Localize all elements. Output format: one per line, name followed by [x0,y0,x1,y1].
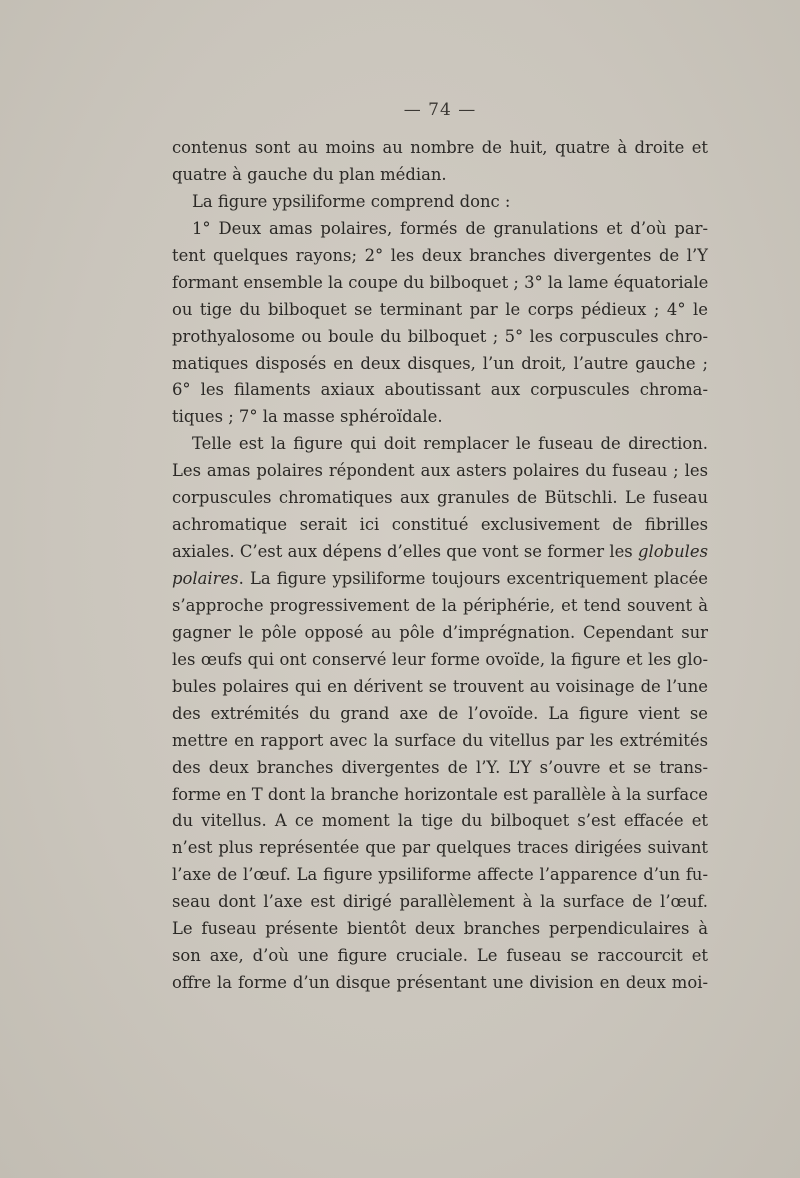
text-line: corpuscules chromatiques aux granules de Bütschli. Le fuseau [172,488,708,508]
text-line: n’est plus représentée que par quelques traces dirigées suivant [172,838,708,858]
text-line: tent quelques rayons; 2° les deux branches divergentes de l’Y [172,245,708,265]
text-line: 6° les filaments axiaux aboutissant aux corpuscules chroma- [172,380,708,400]
text-line: seau dont l’axe est dirigé parallèlement à la surface de l’œuf. [172,892,708,912]
text-segment: . La figure ypsiliforme toujours excentriquement placée [238,569,708,588]
text-line: prothyalosome ou boule du bilboquet ; 5° les corpuscules chro- [172,326,708,346]
text-line: son axe, d’où une figure cruciale. Le fuseau se raccourcit et [172,946,708,966]
text-line: contenus sont au moins au nombre de huit, quatre à droite et [172,138,708,157]
text-line: Telle est la figure qui doit remplacer le fuseau de direction. [192,434,708,454]
text-line: s’approche progressivement de la périphérie, et tend souvent à [172,595,708,615]
text-line: des deux branches divergentes de l’Y. L’Y s’ouvre et se trans- [172,757,708,777]
page-number: — 74 — [403,100,477,120]
text-line: des extrémités du grand axe de l’ovoïde. La figure vient se [172,703,708,723]
text-line: les œufs qui ont conservé leur forme ovoïde, la figure et les glo- [172,649,708,669]
text-line: mettre en rapport avec la surface du vitellus par les extrémités [172,730,708,750]
text-line: Le fuseau présente bientôt deux branches perpendiculaires à [172,919,708,939]
text-line: du vitellus. A ce moment la tige du bilboquet s’est effacée et [172,811,708,831]
text-line: bules polaires qui en dérivent se trouvent au voisinage de l’une [172,676,708,696]
text-line-with-italic [172,566,708,593]
italic-word-globules: globules [638,542,709,562]
text-line: matiques disposés en deux disques, l’un droit, l’autre gauche ; [172,353,708,373]
text-line: offre la forme d’un disque présentant une division en deux moi- [172,973,708,993]
text-line: gagner le pôle opposé au pôle d’imprégnation. Cependant sur [172,622,708,642]
body-text [172,135,708,997]
text-line: quatre à gauche du plan médian. [172,164,447,184]
text-segment: axiales. C’est aux dépens d’elles que vont se former les [172,542,633,562]
text-line: ou tige du bilboquet se terminant par le corps pédieux ; 4° le [172,299,708,319]
text-line: l’axe de l’œuf. La figure ypsiliforme affecte l’apparence d’un fu- [172,865,708,885]
text-line: formant ensemble la coupe du bilboquet ; 3° la lame équatoriale [172,272,709,292]
text-line: La figure ypsiliforme comprend donc : [192,191,511,211]
text-line: 1° Deux amas polaires, formés de granulations et d’où par- [192,218,708,238]
text-line: tiques ; 7° la masse sphéroïdale. [172,407,443,427]
text-line: achromatique serait ici constitué exclusivement de fibrilles [172,515,708,535]
italic-word-polaires: polaires [172,569,239,588]
text-line-with-italic [172,539,708,566]
text-line: Les amas polaires répondent aux asters polaires du fuseau ; les [172,461,708,481]
text-line: forme en T dont la branche horizontale est parallèle à la surface [172,784,708,804]
